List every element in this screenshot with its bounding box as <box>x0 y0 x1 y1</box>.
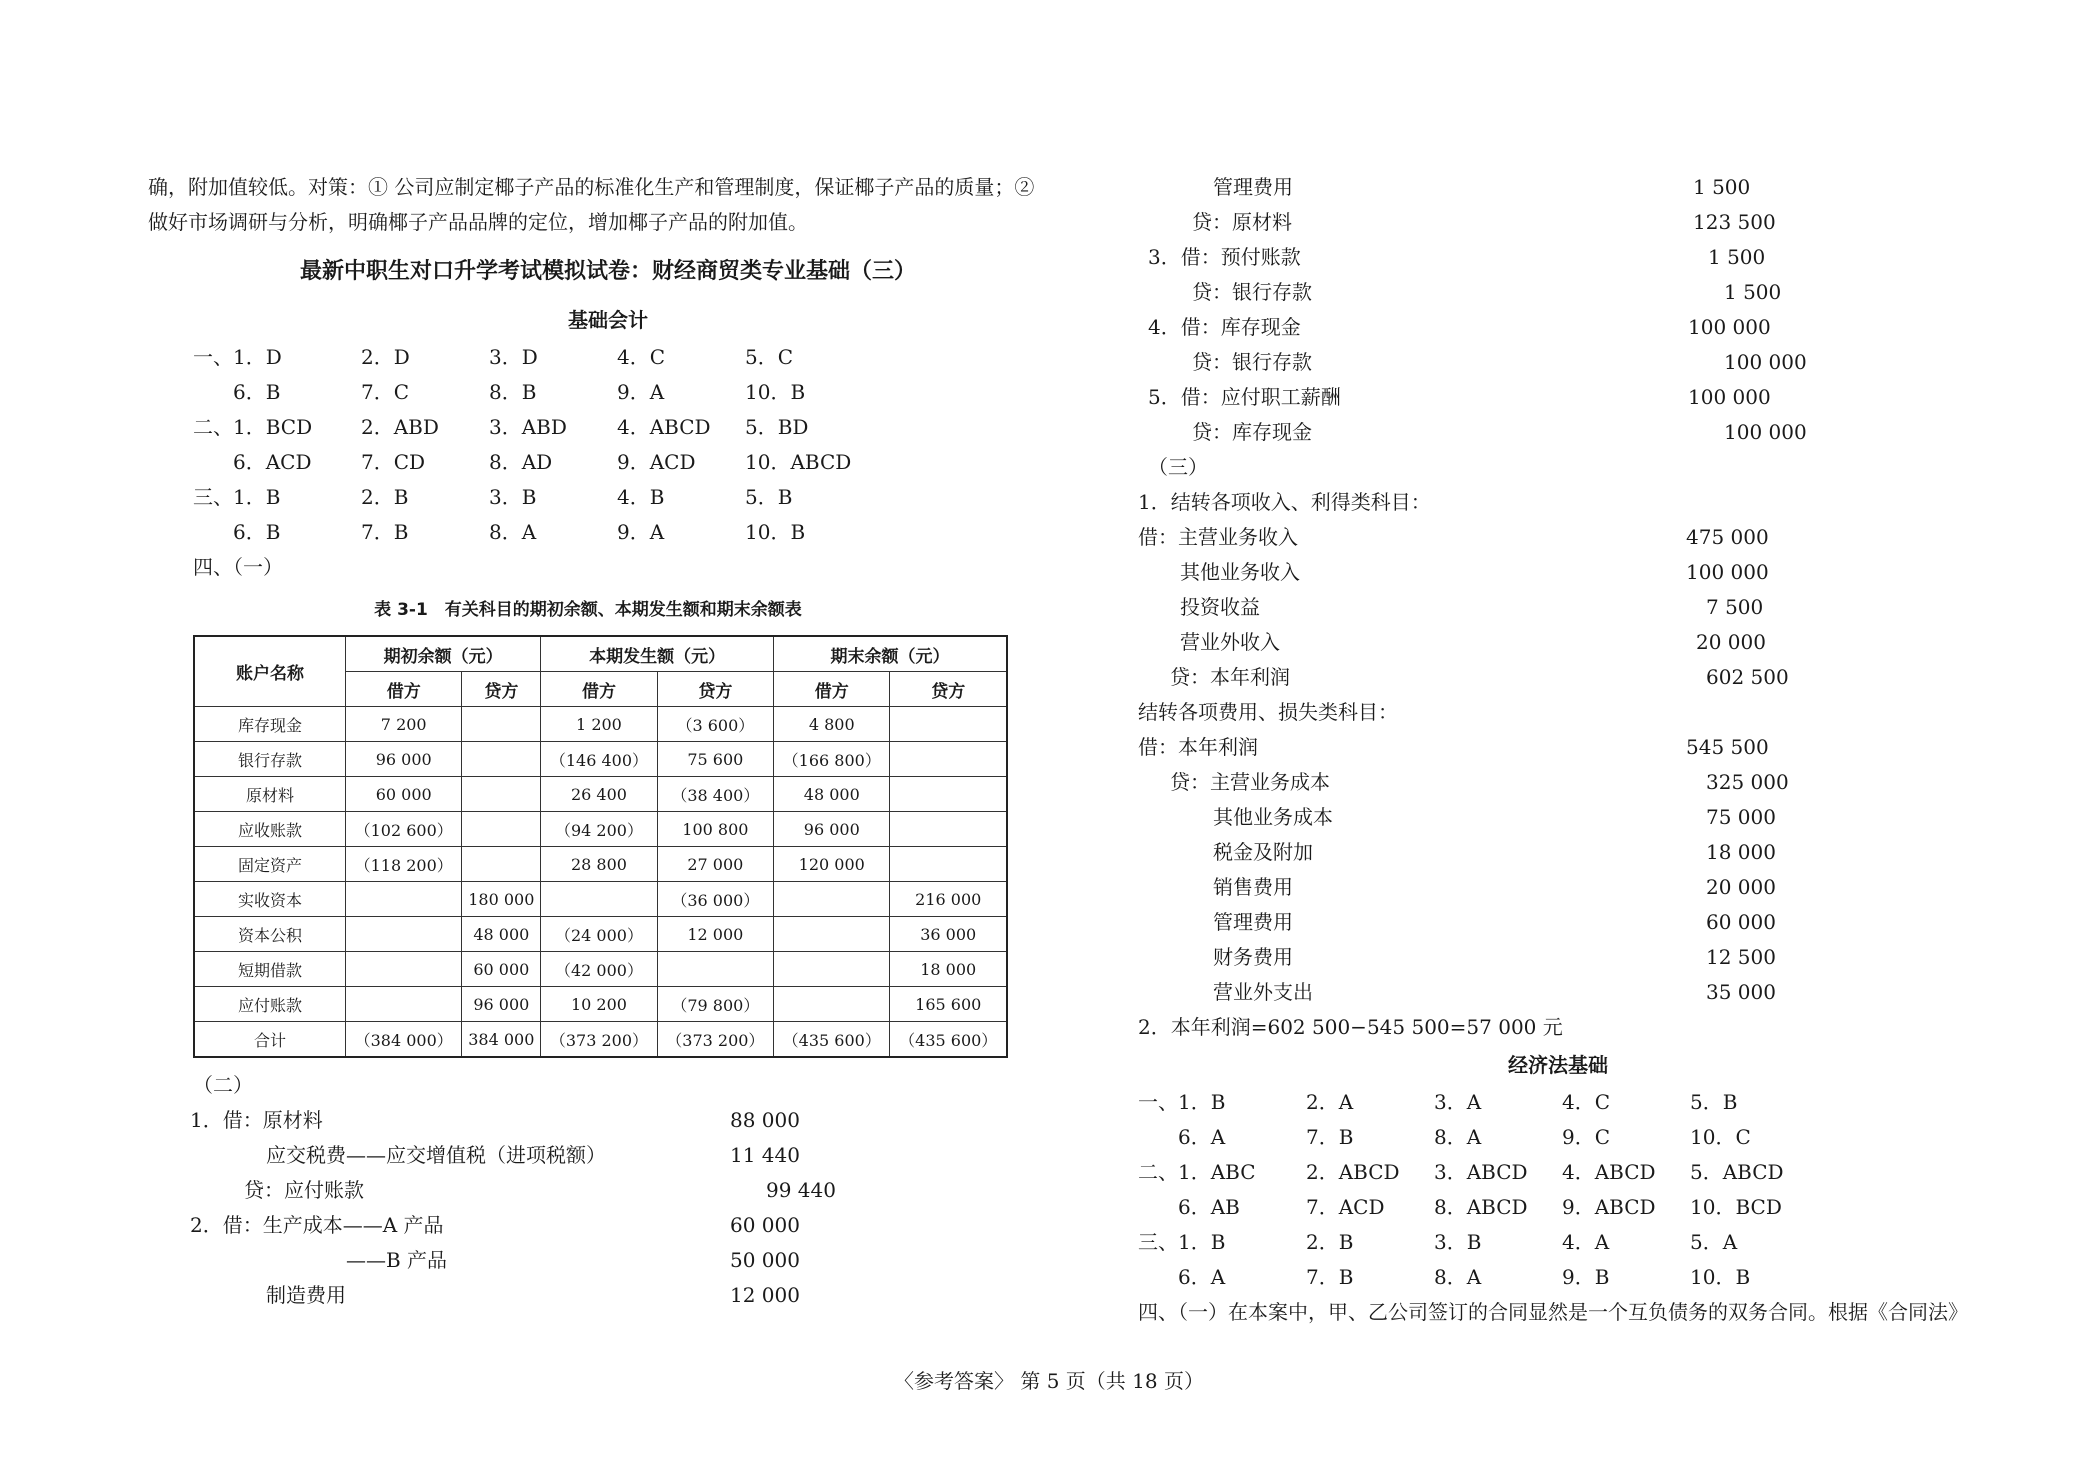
amount-cell: （146 400） <box>541 742 657 777</box>
amount-cell: （42 000） <box>541 952 657 987</box>
answer-item: 2．B <box>1306 1230 1354 1254</box>
header-sub: 贷方 <box>890 672 1007 707</box>
entry-amount: 20 000 <box>1706 875 1776 899</box>
amount-cell <box>346 987 462 1022</box>
answer-item: 7．B <box>1306 1265 1354 1289</box>
answer-item: 9．B <box>1562 1265 1610 1289</box>
entry-text: 借：主营业务收入 <box>1138 525 1298 549</box>
amount-cell <box>462 742 541 777</box>
entry-line <box>1138 345 2038 380</box>
answer-item: 5．B <box>745 485 793 509</box>
left-column <box>148 170 1068 1313</box>
answer-item: 4．C <box>617 345 666 369</box>
amount-cell <box>774 882 890 917</box>
answer-item: 4．A <box>1562 1230 1610 1254</box>
entry-amount: 11 440 <box>730 1143 800 1167</box>
amount-cell <box>890 742 1007 777</box>
entry-text: 其他业务收入 <box>1180 560 1300 584</box>
answer-item: 4．B <box>617 485 665 509</box>
table-row <box>194 777 1007 812</box>
section-title-accounting: 基础会计 <box>568 308 648 332</box>
amount-cell: （24 000） <box>541 917 657 952</box>
amount-cell: 96 000 <box>346 742 462 777</box>
entry-amount: 20 000 <box>1696 630 1766 654</box>
amount-cell <box>890 847 1007 882</box>
answer-item: 6．B <box>233 520 281 544</box>
answer-item: 6．A <box>1178 1265 1226 1289</box>
answer-item: 3．B <box>1434 1230 1482 1254</box>
answer-item: 8．A <box>489 520 537 544</box>
amount-cell: （94 200） <box>541 812 657 847</box>
entry-text: 管理费用 <box>1213 910 1293 934</box>
answer-row <box>148 375 1068 410</box>
header-sub: 贷方 <box>462 672 541 707</box>
amount-cell <box>346 952 462 987</box>
entry-line <box>148 1173 1068 1208</box>
answer-item: 7．B <box>1306 1125 1354 1149</box>
header-sub: 贷方 <box>657 672 773 707</box>
amount-cell: 48 000 <box>774 777 890 812</box>
answer-item: 2．D <box>361 345 410 369</box>
amount-cell <box>462 812 541 847</box>
answer-item: 6．A <box>1178 1125 1226 1149</box>
answer-item: 一、1．D <box>193 345 282 369</box>
entry-line <box>1138 415 2038 450</box>
amount-cell: 384 000 <box>462 1022 541 1058</box>
entry-text: 贷：本年利润 <box>1170 665 1290 689</box>
answer-item: 4．C <box>1562 1090 1611 1114</box>
entry-amount: 1 500 <box>1708 245 1766 269</box>
entry-text: 制造费用 <box>266 1283 346 1307</box>
answer-row <box>1138 1155 2038 1190</box>
part4-heading: 四、（一） <box>193 555 283 579</box>
answer-item: 10．B <box>745 520 806 544</box>
account-name-cell: 应付账款 <box>194 987 346 1022</box>
answer-item: 二、1．ABC <box>1138 1160 1256 1184</box>
header-period: 本期发生额（元） <box>541 636 774 672</box>
answer-item: 5．BD <box>745 415 809 439</box>
entry-line <box>1138 975 2038 1010</box>
entry-text: 营业外支出 <box>1213 980 1313 1004</box>
amount-cell: （373 200） <box>541 1022 657 1058</box>
entry-line <box>1138 275 2038 310</box>
closing-entries-income <box>1138 520 2038 695</box>
entry-line <box>1138 170 2038 205</box>
entry-text: 贷：主营业务成本 <box>1170 770 1330 794</box>
answer-item: 8．B <box>489 380 537 404</box>
table-row <box>194 917 1007 952</box>
journal-entries-left <box>148 1103 1068 1313</box>
account-name-cell: 资本公积 <box>194 917 346 952</box>
entry-text: 4．借：库存现金 <box>1148 315 1301 339</box>
header-sub: 借方 <box>774 672 890 707</box>
amount-cell: 10 200 <box>541 987 657 1022</box>
table-caption: 表 3-1 有关科目的期初余额、本期发生额和期末余额表 <box>374 600 802 620</box>
answer-item: 10．ABCD <box>745 450 852 474</box>
entry-amount: 100 000 <box>1688 315 1771 339</box>
answer-item: 二、1．BCD <box>193 415 313 439</box>
amount-cell <box>346 882 462 917</box>
amount-cell <box>541 882 657 917</box>
amount-cell <box>774 987 890 1022</box>
answer-item: 5．C <box>745 345 794 369</box>
amount-cell: 165 600 <box>890 987 1007 1022</box>
answer-item: 三、1．B <box>1138 1230 1226 1254</box>
entry-amount: 100 000 <box>1724 420 1807 444</box>
answer-item: 6．ACD <box>233 450 312 474</box>
answer-item: 9．A <box>617 520 665 544</box>
account-name-cell: 应收账款 <box>194 812 346 847</box>
entry-text: 管理费用 <box>1213 175 1293 199</box>
amount-cell: 48 000 <box>462 917 541 952</box>
amount-cell: （118 200） <box>346 847 462 882</box>
answer-item: 3．A <box>1434 1090 1482 1114</box>
profit-calculation: 2．本年利润=602 500−545 500=57 000 元 <box>1138 1015 1563 1039</box>
entry-text: 5．借：应付职工薪酬 <box>1148 385 1341 409</box>
header-sub: 借方 <box>541 672 657 707</box>
answer-row <box>148 480 1068 515</box>
entry-line <box>1138 240 2038 275</box>
entry-amount: 12 000 <box>730 1283 800 1307</box>
amount-cell: 60 000 <box>462 952 541 987</box>
account-name-cell: 原材料 <box>194 777 346 812</box>
entry-amount: 12 500 <box>1706 945 1776 969</box>
entry-text: 贷：应付账款 <box>244 1178 364 1202</box>
answer-item: 3．D <box>489 345 538 369</box>
answer-row <box>148 445 1068 480</box>
entry-amount: 1 500 <box>1693 175 1751 199</box>
amount-cell <box>890 777 1007 812</box>
entry-amount: 60 000 <box>730 1213 800 1237</box>
entry-amount: 100 000 <box>1724 350 1807 374</box>
answer-row <box>1138 1120 2038 1155</box>
amount-cell: （373 200） <box>657 1022 773 1058</box>
entry-amount: 99 440 <box>766 1178 836 1202</box>
amount-cell: （166 800） <box>774 742 890 777</box>
account-name-cell: 短期借款 <box>194 952 346 987</box>
entry-text: 其他业务成本 <box>1213 805 1333 829</box>
balance-table <box>193 635 1008 1058</box>
entry-text: ——B 产品 <box>346 1248 448 1272</box>
intro-line-2: 做好市场调研与分析，明确椰子产品品牌的定位，增加椰子产品的附加值。 <box>148 210 808 234</box>
amount-cell: 180 000 <box>462 882 541 917</box>
entry-amount: 88 000 <box>730 1108 800 1132</box>
entry-amount: 100 000 <box>1686 560 1769 584</box>
law-answers <box>1138 1085 2038 1295</box>
intro-line-1: 确，附加值较低。对策：① 公司应制定椰子产品的标准化生产和管理制度，保证椰子产品的质量；② <box>148 175 1035 199</box>
entry-line <box>148 1243 1068 1278</box>
account-name-cell: 银行存款 <box>194 742 346 777</box>
amount-cell: （36 000） <box>657 882 773 917</box>
entry-amount: 123 500 <box>1693 210 1776 234</box>
table-row <box>194 742 1007 777</box>
header-opening: 期初余额（元） <box>346 636 541 672</box>
header-account: 账户名称 <box>194 636 346 707</box>
answer-item: 4．ABCD <box>617 415 711 439</box>
entry-amount: 602 500 <box>1706 665 1789 689</box>
answer-item: 3．B <box>489 485 537 509</box>
amount-cell: （102 600） <box>346 812 462 847</box>
entry-text: 贷：银行存款 <box>1192 350 1312 374</box>
entry-amount: 18 000 <box>1706 840 1776 864</box>
entry-text: 2．借：生产成本——A 产品 <box>190 1213 444 1237</box>
account-name-cell: 合计 <box>194 1022 346 1058</box>
amount-cell: 96 000 <box>462 987 541 1022</box>
answer-item: 8．A <box>1434 1125 1482 1149</box>
entry-amount: 325 000 <box>1706 770 1789 794</box>
answer-row <box>1138 1225 2038 1260</box>
amount-cell: 36 000 <box>890 917 1007 952</box>
amount-cell <box>346 917 462 952</box>
answer-item: 10．C <box>1690 1125 1751 1149</box>
answer-item: 9．ABCD <box>1562 1195 1656 1219</box>
account-name-cell: 固定资产 <box>194 847 346 882</box>
entry-text: 1．借：原材料 <box>190 1108 323 1132</box>
table-row <box>194 1022 1007 1058</box>
entry-line <box>148 1138 1068 1173</box>
entry-line <box>1138 765 2038 800</box>
amount-cell: 27 000 <box>657 847 773 882</box>
closing-title-2: 结转各项费用、损失类科目： <box>1138 700 1398 724</box>
accounting-answers <box>148 340 1068 550</box>
entry-text: 营业外收入 <box>1180 630 1280 654</box>
answer-row <box>148 340 1068 375</box>
entry-line <box>1138 870 2038 905</box>
entry-text: 3．借：预付账款 <box>1148 245 1301 269</box>
entry-amount: 545 500 <box>1686 735 1769 759</box>
answer-item: 10．B <box>1690 1265 1751 1289</box>
amount-cell: 12 000 <box>657 917 773 952</box>
entry-line <box>1138 730 2038 765</box>
amount-cell: 7 200 <box>346 707 462 742</box>
entry-line <box>1138 555 2038 590</box>
amount-cell: （79 800） <box>657 987 773 1022</box>
section-title-law: 经济法基础 <box>1508 1053 1608 1077</box>
answer-row <box>148 515 1068 550</box>
entry-text: 投资收益 <box>1180 595 1260 619</box>
journal-entries-right <box>1138 170 2038 450</box>
answer-item: 3．ABD <box>489 415 567 439</box>
account-name-cell: 库存现金 <box>194 707 346 742</box>
answer-item: 2．ABD <box>361 415 439 439</box>
entry-line <box>1138 905 2038 940</box>
amount-cell: 60 000 <box>346 777 462 812</box>
entry-amount: 35 000 <box>1706 980 1776 1004</box>
answer-item: 2．ABCD <box>1306 1160 1400 1184</box>
entry-text: 贷：库存现金 <box>1192 420 1312 444</box>
amount-cell: 120 000 <box>774 847 890 882</box>
table-row <box>194 882 1007 917</box>
entry-amount: 75 000 <box>1706 805 1776 829</box>
answer-item: 6．B <box>233 380 281 404</box>
amount-cell <box>890 707 1007 742</box>
law-last-line: 四、（一）在本案中，甲、乙公司签订的合同显然是一个互负债务的双务合同。根据《合同法》 <box>1138 1300 1968 1324</box>
answer-row <box>1138 1260 2038 1295</box>
entry-line <box>148 1278 1068 1313</box>
answer-item: 7．B <box>361 520 409 544</box>
amount-cell: 18 000 <box>890 952 1007 987</box>
amount-cell: 75 600 <box>657 742 773 777</box>
amount-cell <box>462 707 541 742</box>
amount-cell: 96 000 <box>774 812 890 847</box>
answer-item: 7．ACD <box>1306 1195 1385 1219</box>
answer-item: 9．ACD <box>617 450 696 474</box>
answer-item: 4．ABCD <box>1562 1160 1656 1184</box>
answer-item: 2．B <box>361 485 409 509</box>
header-sub: 借方 <box>346 672 462 707</box>
entry-line <box>1138 590 2038 625</box>
amount-cell: （384 000） <box>346 1022 462 1058</box>
entry-text: 贷：银行存款 <box>1192 280 1312 304</box>
entry-text: 销售费用 <box>1213 875 1293 899</box>
entry-amount: 60 000 <box>1706 910 1776 934</box>
amount-cell: 100 800 <box>657 812 773 847</box>
answer-item: 10．B <box>745 380 806 404</box>
amount-cell <box>657 952 773 987</box>
amount-cell: 1 200 <box>541 707 657 742</box>
entry-amount: 100 000 <box>1688 385 1771 409</box>
closing-entries-expense <box>1138 730 2038 1010</box>
amount-cell: （435 600） <box>774 1022 890 1058</box>
header-closing: 期末余额（元） <box>774 636 1007 672</box>
table-row <box>194 812 1007 847</box>
amount-cell <box>462 777 541 812</box>
answer-item: 9．C <box>1562 1125 1611 1149</box>
amount-cell: 216 000 <box>890 882 1007 917</box>
answer-item: 三、1．B <box>193 485 281 509</box>
part3-heading: （三） <box>1148 455 1208 479</box>
entry-amount: 7 500 <box>1706 595 1764 619</box>
entry-text: 贷：原材料 <box>1192 210 1292 234</box>
answer-row <box>148 410 1068 445</box>
entry-line <box>1138 940 2038 975</box>
answer-item: 8．ABCD <box>1434 1195 1528 1219</box>
answer-item: 8．A <box>1434 1265 1482 1289</box>
amount-cell: （435 600） <box>890 1022 1007 1058</box>
answer-row <box>1138 1085 2038 1120</box>
entry-line <box>1138 520 2038 555</box>
entry-line <box>1138 625 2038 660</box>
table-row <box>194 707 1007 742</box>
entry-text: 应交税费——应交增值税（进项税额） <box>266 1143 606 1167</box>
entry-line <box>1138 835 2038 870</box>
answer-item: 10．BCD <box>1690 1195 1782 1219</box>
entry-amount: 475 000 <box>1686 525 1769 549</box>
answer-item: 一、1．B <box>1138 1090 1226 1114</box>
amount-cell: 4 800 <box>774 707 890 742</box>
exam-title: 最新中职生对口升学考试模拟试卷：财经商贸类专业基础（三） <box>299 259 916 284</box>
entry-amount: 1 500 <box>1724 280 1782 304</box>
amount-cell <box>774 952 890 987</box>
answer-item: 7．C <box>361 380 410 404</box>
answer-item: 8．AD <box>489 450 553 474</box>
closing-title-1: 1．结转各项收入、利得类科目： <box>1138 490 1431 514</box>
amount-cell <box>890 812 1007 847</box>
entry-text: 借：本年利润 <box>1138 735 1258 759</box>
answer-item: 5．B <box>1690 1090 1738 1114</box>
table-row <box>194 987 1007 1022</box>
entry-line <box>1138 310 2038 345</box>
amount-cell: （38 400） <box>657 777 773 812</box>
answer-item: 9．A <box>617 380 665 404</box>
table-row <box>194 847 1007 882</box>
entry-text: 财务费用 <box>1213 945 1293 969</box>
answer-item: 5．ABCD <box>1690 1160 1784 1184</box>
answer-item: 7．CD <box>361 450 426 474</box>
answer-item: 5．A <box>1690 1230 1738 1254</box>
amount-cell <box>462 847 541 882</box>
amount-cell <box>774 917 890 952</box>
right-column <box>1138 170 2038 1330</box>
entry-line <box>1138 660 2038 695</box>
part2-heading: （二） <box>193 1073 253 1097</box>
entry-amount: 50 000 <box>730 1248 800 1272</box>
entry-line <box>148 1208 1068 1243</box>
answer-item: 3．ABCD <box>1434 1160 1528 1184</box>
table-row <box>194 952 1007 987</box>
entry-line <box>1138 205 2038 240</box>
entry-line <box>148 1103 1068 1138</box>
entry-line <box>1138 380 2038 415</box>
answer-item: 2．A <box>1306 1090 1354 1114</box>
answer-item: 6．AB <box>1178 1195 1240 1219</box>
entry-line <box>1138 800 2038 835</box>
answer-row <box>1138 1190 2038 1225</box>
amount-cell: （3 600） <box>657 707 773 742</box>
page-footer: 〈参考答案〉 第 5 页（共 18 页） <box>894 1369 1204 1393</box>
amount-cell: 28 800 <box>541 847 657 882</box>
entry-text: 税金及附加 <box>1213 840 1313 864</box>
account-name-cell: 实收资本 <box>194 882 346 917</box>
amount-cell: 26 400 <box>541 777 657 812</box>
